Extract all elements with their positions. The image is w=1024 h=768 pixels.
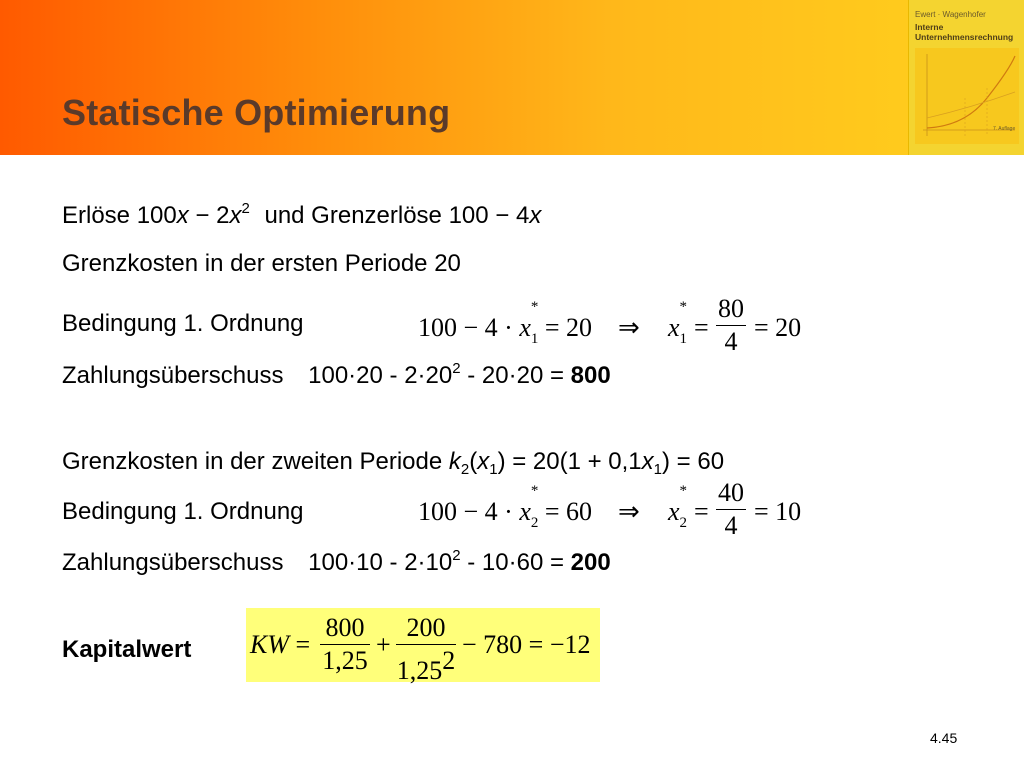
zahlung1-label: Zahlungsüberschuss	[62, 362, 284, 389]
book-title	[915, 22, 1013, 42]
zahlung1-expr-a: 100·20 - 2·20	[308, 362, 453, 389]
k-sub: 2	[460, 461, 470, 478]
formula1-eq: = 20	[538, 313, 593, 342]
formula1-rhs-var	[668, 299, 688, 347]
formula2-sub: 2	[530, 515, 539, 531]
var-k: k	[448, 448, 461, 475]
grenzerloese-text: und Grenzerlöse 100 − 4	[264, 202, 530, 229]
kw-den2: 1,25	[396, 656, 443, 685]
formula2-var: x	[519, 497, 531, 526]
formula1-sub: 1	[530, 331, 539, 347]
grenzkosten2-mid: ) = 20(1 + 0,1	[497, 448, 642, 475]
formula2-lhs	[418, 483, 593, 531]
formula1-eq2: =	[694, 313, 709, 342]
formula2-result: = 10	[754, 497, 802, 526]
formula1-lhs-text: 100 − 4 ·	[418, 313, 520, 342]
formula2-star2: *	[679, 483, 688, 499]
zahlung1-result: 800	[570, 362, 611, 389]
book-cover	[908, 0, 1024, 155]
slide-title: Statische Optimierung	[62, 92, 451, 133]
grenzkosten2-prefix: Grenzkosten in der zweiten Periode	[62, 448, 449, 475]
zahlung1-expr-b: - 20·20 =	[460, 362, 571, 389]
kw-num1: 800	[325, 613, 365, 642]
kw-var: KW	[250, 630, 289, 659]
formula1-num: 80	[718, 294, 744, 323]
erloese-line	[62, 202, 541, 230]
formula1-fraction	[716, 294, 746, 357]
book-title-line1: Interne	[915, 22, 944, 32]
zahlung2-result: 200	[570, 549, 611, 576]
book-title-line2: Unternehmensrechnung	[915, 32, 1014, 42]
formula1-star: *	[530, 299, 539, 315]
formula1-result: = 20	[754, 313, 802, 342]
paren-open: (	[469, 448, 478, 475]
formula1-sub2: 1	[679, 331, 688, 347]
kw-lhs	[250, 630, 310, 660]
zahlung2-line	[62, 549, 611, 577]
var-x: x	[229, 202, 242, 229]
zahlung2-expr-b: - 10·60 =	[460, 549, 571, 576]
formula1-den: 4	[724, 327, 738, 356]
formula2-eq2: =	[694, 497, 709, 526]
x-sub: 1	[489, 461, 498, 478]
zahlung1-line	[62, 362, 611, 390]
exponent: 2	[241, 200, 250, 217]
kw-den2-exp: 2	[442, 646, 456, 675]
formula2-star: *	[530, 483, 539, 499]
var-x: x	[641, 448, 654, 475]
page-number: 4.45	[930, 730, 958, 746]
kw-tail: − 780 = −12	[462, 630, 591, 659]
book-authors: Ewert · Wagenhofer	[915, 10, 986, 19]
formula2-num: 40	[718, 478, 744, 507]
formula2-den: 4	[724, 511, 738, 540]
var-x: x	[477, 448, 490, 475]
grenzkosten2-end: ) = 60	[662, 448, 725, 475]
bedingung2-label: Bedingung 1. Ordnung	[62, 498, 304, 525]
kapitalwert-label: Kapitalwert	[62, 636, 192, 663]
formula2-lhs-text: 100 − 4 ·	[418, 497, 520, 526]
kw-fraction-1	[320, 613, 370, 676]
x-sub: 1	[653, 461, 662, 478]
kw-den1: 1,25	[322, 646, 368, 675]
zahlung2-expr-a: 100·10 - 2·10	[308, 549, 453, 576]
kw-plus: +	[376, 630, 391, 659]
erloese-minus: − 2	[188, 202, 230, 229]
formula2-var2: x	[668, 497, 680, 526]
implies-icon: ⇒	[618, 497, 640, 526]
implies-icon: ⇒	[618, 313, 640, 342]
kw-num2: 200	[406, 613, 446, 642]
kw-eq: =	[295, 630, 311, 659]
erloese-prefix: Erlöse 100	[62, 202, 177, 229]
formula1-lhs	[418, 299, 593, 347]
kw-den2-wrap	[396, 646, 456, 686]
zahlung2-exp: 2	[452, 547, 461, 564]
var-x: x	[176, 202, 189, 229]
bedingung1-label: Bedingung 1. Ordnung	[62, 310, 304, 337]
kw-fraction-2	[396, 613, 456, 686]
grenzkosten2-line	[62, 448, 724, 476]
formula1-var: x	[519, 313, 531, 342]
formula2-sub2: 2	[679, 515, 688, 531]
book-edition: 7. Auflage	[993, 126, 1016, 132]
var-x: x	[529, 202, 542, 229]
formula1-star2: *	[679, 299, 688, 315]
zahlung2-label: Zahlungsüberschuss	[62, 549, 284, 576]
grenzkosten1-line: Grenzkosten in der ersten Periode 20	[62, 250, 461, 277]
formula2-eq: = 60	[538, 497, 593, 526]
formula1-var2: x	[668, 313, 680, 342]
formula2-fraction	[716, 478, 746, 541]
formula2-rhs-var	[668, 483, 688, 531]
zahlung1-exp: 2	[452, 360, 461, 377]
